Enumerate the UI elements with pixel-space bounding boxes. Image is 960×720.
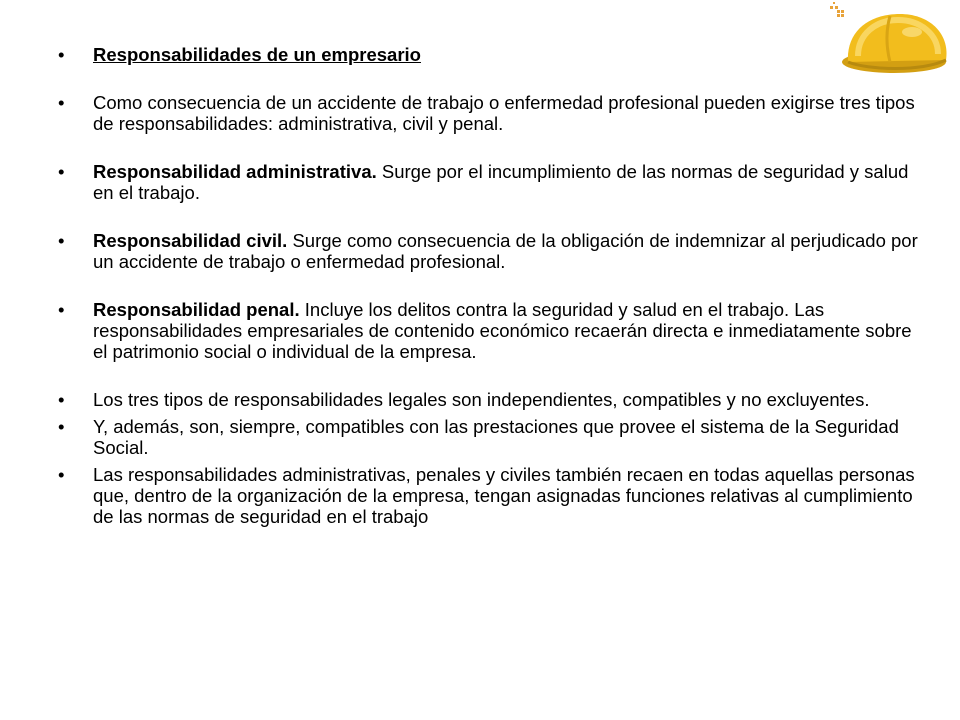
penal-text: Incluye los delitos contra la seguridad y salud en el trabajo. Las responsabilidades empresariales de contenido económico recaerán directa e inmediatamente sobre el patrimonio social o individual de la empresa.: [93, 299, 912, 362]
bullet-marker: •: [58, 230, 65, 251]
bullet-marker: •: [58, 299, 65, 320]
bullet-intro: [58, 92, 918, 134]
administrativa-lead: Responsabilidad administrativa.: [93, 161, 377, 182]
independientes-text: Los tres tipos de responsabilidades legales son independientes, compatibles y no excluyentes.: [93, 389, 870, 410]
civil-text: Surge como consecuencia de la obligación de indemnizar al perjudicado por un accidente de trabajo o enfermedad profesional.: [93, 230, 918, 272]
slide-title: Responsabilidades de un empresario: [93, 44, 421, 65]
recaen-text: Las responsabilidades administrativas, penales y civiles también recaen en todas aquellas personas que, dentro de la organización de la empresa, tengan asignadas funciones relativas al cumplimiento de las normas de seguridad en el trabajo: [93, 464, 915, 527]
bullet-title: [58, 44, 918, 65]
penal-lead: Responsabilidad penal.: [93, 299, 300, 320]
bullet-civil: [58, 230, 918, 272]
compatibles-text: Y, además, son, siempre, compatibles con las prestaciones que provee el sistema de la Seguridad Social.: [93, 416, 899, 458]
bullet-marker: •: [58, 416, 65, 437]
intro-text: Como consecuencia de un accidente de trabajo o enfermedad profesional pueden exigirse tres tipos de responsabilidades: administrativa, civil y penal.: [93, 92, 915, 134]
bullet-independientes: [58, 389, 918, 410]
bullet-list: [58, 44, 918, 527]
bullet-administrativa: [58, 161, 918, 203]
bullet-marker: •: [58, 464, 65, 485]
civil-lead: Responsabilidad civil.: [93, 230, 288, 251]
bullet-compatibles: [58, 416, 918, 458]
bullet-marker: •: [58, 389, 65, 410]
bullet-recaen: [58, 464, 918, 527]
bullet-penal: [58, 299, 918, 362]
bullet-marker: •: [58, 44, 65, 65]
administrativa-text: Surge por el incumplimiento de las normas de seguridad y salud en el trabajo.: [93, 161, 909, 203]
bullet-marker: •: [58, 92, 65, 113]
bullet-marker: •: [58, 161, 65, 182]
